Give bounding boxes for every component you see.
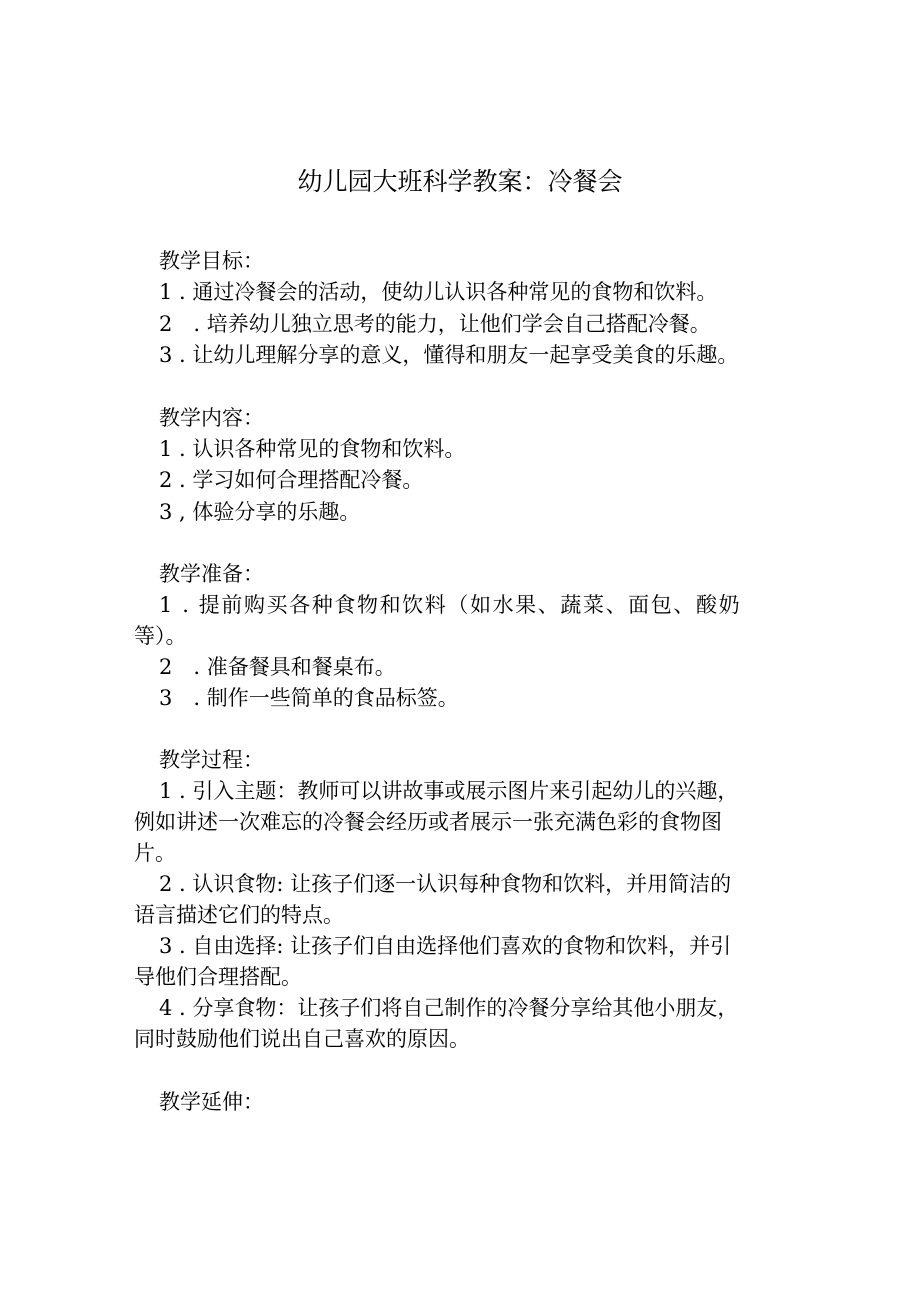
content-item-3: 3 , 体验分享的乐趣。	[159, 500, 361, 524]
process-item-3-cont: 导他们合理搭配。	[134, 965, 302, 989]
preparation-item-1-cont: 等）。	[134, 624, 187, 648]
content-item-2: 2 . 学习如何合理搭配冷餐。	[159, 468, 424, 492]
process-item-2: 2 . 认识食物: 让孩子们逐一认识每种食物和饮料，并用简洁的	[159, 872, 732, 896]
preparation-item-3: 3 . 制作一些简单的食品标签。	[159, 686, 459, 710]
process-heading: 教学过程：	[159, 748, 264, 772]
goals-heading: 教学目标：	[159, 249, 264, 273]
goals-item-3: 3 . 让幼儿理解分享的意义，懂得和朋友一起享受美食的乐趣。	[159, 343, 739, 367]
preparation-heading: 教学准备：	[159, 562, 264, 586]
process-item-1-cont-2: 片。	[134, 841, 176, 865]
process-item-4-cont: 同时鼓励他们说出自己喜欢的原因。	[134, 1027, 470, 1051]
process-item-2-cont: 语言描述它们的特点。	[134, 903, 344, 927]
preparation-item-2: 2 . 准备餐具和餐桌布。	[159, 655, 396, 679]
preparation-item-1: 1 . 提前购买各种食物和饮料（如水果、蔬菜、面包、酸奶	[159, 593, 742, 617]
process-item-3: 3 . 自由选择: 让孩子们自由选择他们喜欢的食物和饮料，并引	[159, 934, 732, 958]
document-title: 幼儿园大班科学教案：冷餐会	[297, 167, 623, 196]
process-item-4: 4 . 分享食物：让孩子们将自己制作的冷餐分享给其他小朋友，	[159, 996, 739, 1020]
goals-item-2: 2 . 培养幼儿独立思考的能力，让他们学会自己搭配冷餐。	[159, 312, 711, 336]
content-heading: 教学内容：	[159, 406, 264, 430]
process-item-1: 1 . 引入主题：教师可以讲故事或展示图片来引起幼儿的兴趣，	[159, 779, 739, 803]
process-item-1-cont: 例如讲述一次难忘的冷餐会经历或者展示一张充满色彩的食物图	[134, 810, 722, 834]
content-item-1: 1 . 认识各种常见的食物和饮料。	[159, 437, 466, 461]
extension-heading: 教学延伸：	[159, 1090, 264, 1114]
goals-item-1: 1 . 通过冷餐会的活动，使幼儿认识各种常见的食物和饮料。	[159, 280, 718, 304]
